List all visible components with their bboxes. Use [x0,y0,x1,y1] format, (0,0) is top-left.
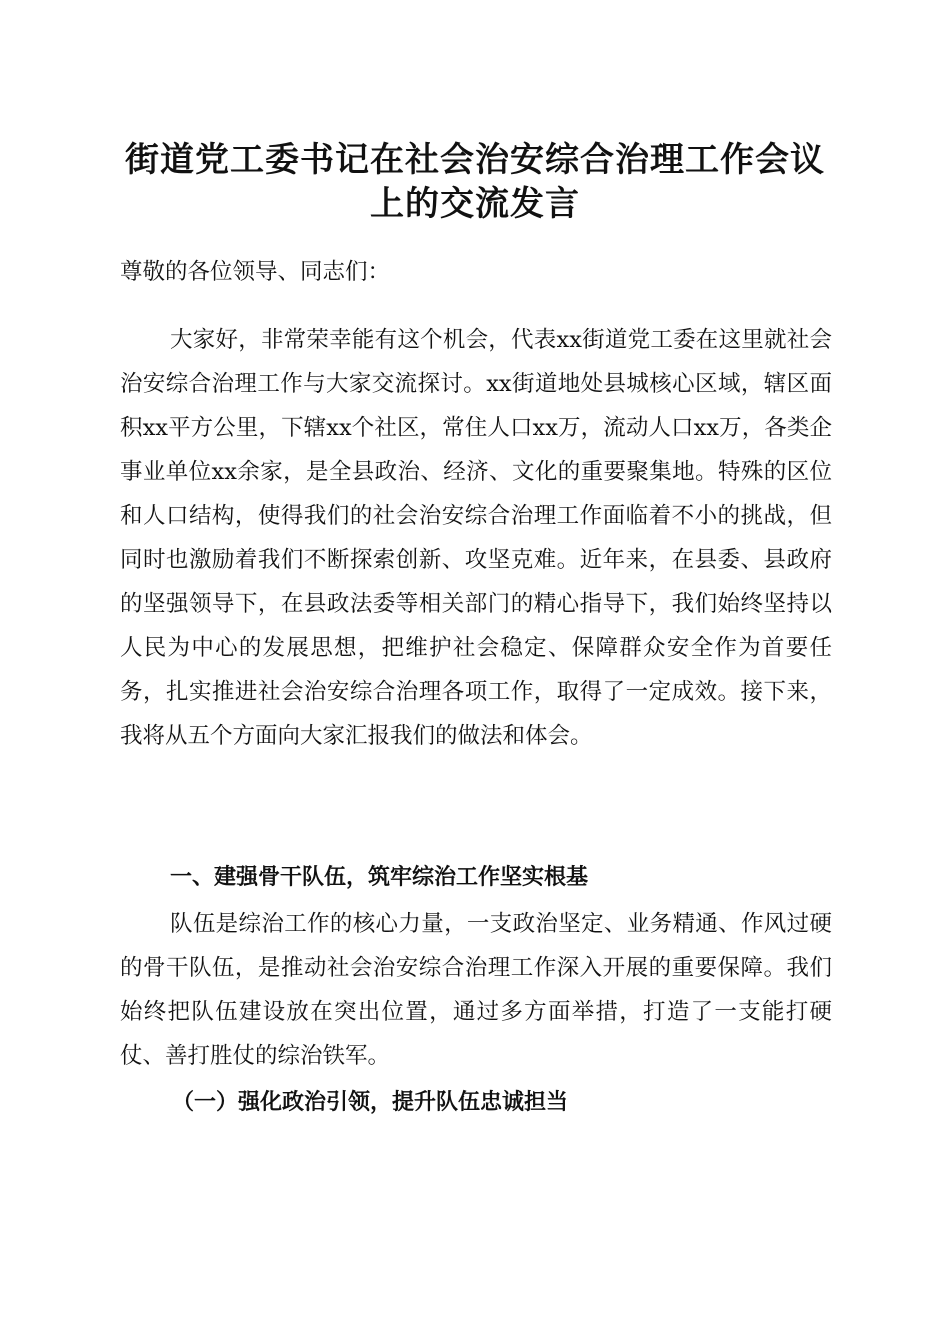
document-title [100,138,850,226]
title-line-1: 街道党工委书记在社会治安综合治理工作会议 [125,140,825,180]
subsection-heading-1: （一）强化政治引领，提升队伍忠诚担当 [172,1089,569,1115]
salutation: 尊敬的各位领导、同志们： [120,259,391,285]
paragraph-intro: 大家好，非常荣幸能有这个机会，代表xx街道党工委在这里就社会治安综合治理工作与大家交流探讨。xx街道地处县城核心区域，辖区面积xx平方公里，下辖xx个社区，常住人口xx万，流动人口xx万，各类企事业单位xx余家，是全县政治、经济、文化的重要聚集地。特殊的区位和人口结构，使得我们的社会治安综合治理工作面临着不小的挑战，但同时也激励着我们不断探索创新、攻坚克难。近年来，在县委、县政府的坚强领导下，在县政法委等相关部门的精心指导下，我们始终坚持以人民为中心的发展思想，把维护社会稳定、保障群众安全作为首要任务，扎实推进社会治安综合治理各项工作，取得了一定成效。接下来，我将从五个方面向大家汇报我们的做法和体会。 [120,327,832,749]
section-heading-1: 一、建强骨干队伍，筑牢综治工作坚实根基 [170,865,589,890]
title-line-2: 上的交流发言 [370,184,580,224]
paragraph-section-1: 队伍是综治工作的核心力量，一支政治坚定、业务精通、作风过硬的骨干队伍，是推动社会治安综合治理工作深入开展的重要保障。我们始终把队伍建设放在突出位置，通过多方面举措，打造了一支能打硬仗、善打胜仗的综治铁军。 [120,911,832,1069]
